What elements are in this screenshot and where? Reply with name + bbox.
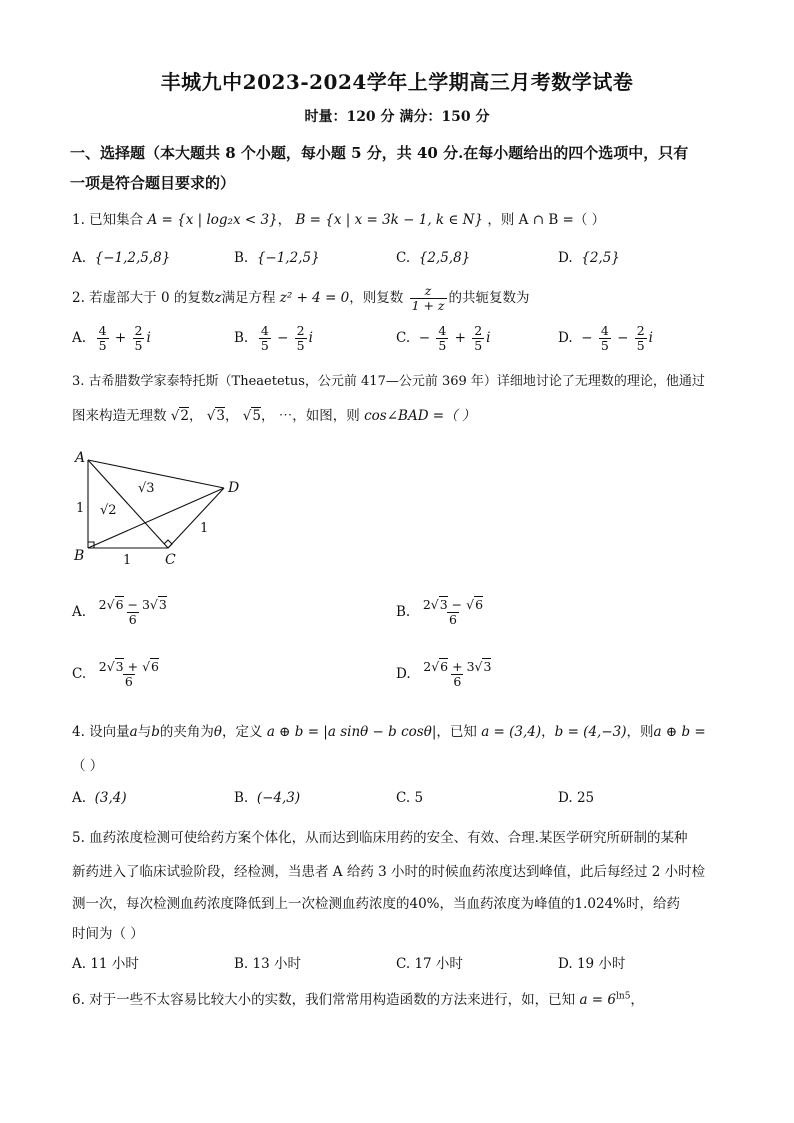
q3-root5: 5	[252, 408, 261, 424]
q4-text-e: ，已知	[436, 724, 477, 740]
frac-den: 6	[128, 611, 137, 627]
option-text: 11 小时	[90, 956, 139, 972]
frac-num: 2	[134, 323, 143, 338]
option-text: 19 小时	[576, 956, 626, 972]
frac-den: 1 + z	[411, 297, 445, 313]
section-heading-line2: 一项是符合题目要求的）	[70, 174, 236, 192]
q4-vector-b: b	[151, 724, 160, 740]
q2-option-c[interactable]	[396, 324, 490, 353]
option-fraction	[97, 598, 169, 627]
option-text: {2,5}	[581, 250, 620, 266]
option-label: A.	[72, 250, 87, 266]
option-label: A.	[72, 603, 87, 620]
segment-cd	[168, 488, 224, 548]
q6-text: 6. 对于一些不太容易比较大小的实数，我们常常用构造函数的方法来进行，如，已知	[72, 992, 576, 1008]
q4-theta: θ	[213, 724, 223, 740]
option-fraction	[421, 598, 485, 627]
q3-root3: 3	[216, 408, 225, 424]
q3-ellipsis: ⋯	[278, 408, 293, 424]
root-a: 3	[439, 597, 448, 612]
frac-den: 5	[600, 337, 609, 353]
root-b: 6	[151, 659, 159, 674]
frac-den: 5	[296, 337, 305, 353]
q4-option-d[interactable]	[558, 790, 594, 806]
theaetetus-figure	[70, 448, 250, 572]
q2-option-a[interactable]	[72, 324, 151, 353]
q4-option-a[interactable]	[72, 790, 127, 806]
option-label: A.	[72, 329, 87, 346]
q3-text-a: 图来构造无理数	[72, 408, 167, 424]
option-label: D.	[558, 956, 573, 972]
label-bc-length: 1	[123, 553, 132, 568]
q5-option-b[interactable]	[234, 952, 301, 972]
q4-text-b: 与	[137, 724, 152, 740]
option-op: −	[617, 329, 629, 346]
q4-text-d: ，定义	[222, 724, 263, 740]
label-a: A	[75, 450, 86, 466]
op: +	[127, 659, 139, 674]
option-text: 17 小时	[414, 956, 463, 972]
frac-num: 4	[438, 323, 447, 338]
frac-num: 4	[600, 323, 609, 338]
q3-root2: 2	[180, 408, 189, 424]
q1-tail: ，则 A ∩ B =（ ）	[487, 212, 606, 228]
option-fraction	[421, 660, 493, 689]
q1-set-a: A = {x | log₂x < 3}	[147, 212, 278, 228]
frac-den: 5	[260, 337, 269, 353]
op: −	[127, 597, 138, 612]
option-i: i	[486, 329, 491, 346]
option-op: +	[454, 329, 466, 346]
q4-ask: a ⊕ b =	[653, 724, 706, 740]
question-1-stem	[72, 208, 605, 228]
question-3-line2: 图来构造无理数 √2， √3， √5， ⋯，如图，则 cos∠BAD =（ ）	[72, 408, 476, 424]
q6-expression: a = 6	[579, 992, 617, 1008]
frac-den: 5	[134, 337, 143, 353]
q3-option-d[interactable]	[396, 660, 495, 689]
q3-expression: cos∠BAD =（ ）	[364, 408, 476, 424]
q2-fraction	[410, 284, 447, 313]
option-frac-2	[133, 324, 145, 353]
ac-root: 2	[108, 503, 117, 518]
coef-a: 2	[422, 597, 431, 612]
root-b: 3	[483, 659, 492, 674]
q3-comma: ，	[189, 408, 203, 424]
frac-num: 2√3 + √6	[98, 659, 159, 674]
option-frac-1	[436, 324, 448, 353]
option-text: 5	[414, 790, 424, 806]
frac-num: z	[424, 283, 432, 298]
option-label: D.	[558, 790, 573, 806]
ad-root: 3	[146, 481, 155, 496]
q2-text-a: 2. 若虚部大于 0 的复数	[72, 289, 215, 306]
q4-text-f: ，则	[626, 724, 654, 740]
label-d: D	[228, 480, 240, 496]
q1-set-b: B = {x | x = 3k − 1, k ∈ N}	[295, 212, 484, 228]
frac-num: 2√6 + 3√3	[423, 659, 492, 674]
q3-option-a[interactable]	[72, 598, 171, 627]
q4-given-a: a = (3,4)	[481, 724, 542, 740]
q4-vector-a: a	[129, 724, 138, 740]
option-op: −	[277, 329, 289, 346]
frac-num: 2	[636, 323, 645, 338]
q2-equation: z² + 4 = 0	[279, 289, 350, 306]
section-heading-line1: 一、选择题（本大题共 8 个小题，每小题 5 分，共 40 分.在每小题给出的四个选项中，只有	[70, 144, 689, 162]
root-a: 6	[440, 659, 449, 674]
option-op: +	[114, 329, 127, 346]
q2-text-c: ，则复数	[349, 289, 404, 306]
label-ac-length: √2	[100, 503, 117, 518]
option-sign: −	[581, 329, 593, 346]
option-label: B.	[234, 956, 249, 972]
option-frac-2	[635, 324, 647, 353]
question-6-line1	[72, 988, 644, 1008]
root-b: 6	[475, 597, 484, 612]
option-frac-2	[472, 324, 484, 353]
option-label: C.	[396, 329, 411, 346]
root-b: 3	[158, 597, 167, 612]
option-label: B.	[234, 790, 249, 806]
option-i: i	[146, 329, 151, 346]
q2-text-d: 的共轭复数为	[448, 289, 530, 306]
q1-option-d[interactable]	[558, 250, 620, 266]
label-c: C	[165, 552, 176, 568]
option-i: i	[648, 329, 653, 346]
coef-b: 3	[466, 659, 475, 674]
option-i: i	[308, 329, 313, 346]
option-text: 25	[576, 790, 595, 806]
option-label: D.	[558, 329, 573, 346]
coef-a: 2	[423, 659, 432, 674]
option-label: A.	[72, 956, 87, 972]
label-cd-length: 1	[200, 521, 209, 536]
question-5-line2: 新药进入了临床试验阶段，经检测，当患者 A 给药 3 小时的时候血药浓度达到峰值，此后每经过 2 小时检	[72, 864, 706, 880]
option-label: D.	[558, 250, 573, 266]
right-angle-mark-c	[164, 540, 172, 548]
option-frac-1	[599, 324, 611, 353]
exam-title: 丰城九中2023-2024学年上学期高三月考数学试卷	[160, 70, 634, 94]
q4-given-b: b = (4,−3)	[554, 724, 627, 740]
option-sign: −	[418, 329, 431, 346]
exam-subtitle: 时量：120 分 满分：150 分	[304, 109, 490, 125]
q2-option-b[interactable]	[234, 324, 313, 353]
op: +	[452, 659, 463, 674]
option-text: {2,5,8}	[418, 250, 471, 266]
frac-num: 2	[474, 323, 483, 338]
label-b: B	[74, 548, 85, 564]
option-label: C.	[72, 665, 87, 682]
q2-option-d[interactable]	[558, 324, 653, 353]
q3-comma: ，	[225, 408, 239, 424]
q3-option-c[interactable]	[72, 660, 163, 689]
frac-den: 5	[438, 337, 447, 353]
question-3-line1: 3. 古希腊数学家泰特托斯（Theaetetus，公元前 417—公元前 369 年）详细地讨论了无理数的理论，他通过	[72, 374, 705, 389]
frac-num: 4	[260, 323, 269, 338]
option-label: C.	[396, 956, 411, 972]
frac-den: 6	[124, 673, 133, 689]
question-4-stem: 4. 设向量a与b的夹角为θ，定义 a ⊕ b = |a sinθ − b cosθ|，已知 a = (3,4)，b = (4,−3)，则a ⊕ b =	[72, 724, 706, 740]
option-label: B.	[234, 250, 249, 266]
frac-num: 2	[296, 323, 305, 338]
frac-den: 6	[453, 673, 462, 689]
option-label: D.	[396, 665, 411, 682]
question-5-line1: 5. 血药浓度检测可使给药方案个体化，从而达到临床用药的安全、有效、合理.某医学研究所研制的某种	[72, 830, 688, 846]
coef-b: 3	[141, 597, 150, 612]
label-ad-length: √3	[138, 481, 155, 496]
option-text: (3,4)	[94, 790, 127, 806]
question-5-line4: 时间为（ ）	[72, 926, 144, 942]
frac-num: 4	[98, 323, 107, 338]
q5-option-d[interactable]	[558, 952, 625, 972]
q5-option-c[interactable]	[396, 952, 463, 972]
q6-tail: ，	[630, 992, 644, 1008]
option-frac-2	[295, 324, 307, 353]
option-label: B.	[234, 329, 249, 346]
q1-option-c[interactable]	[396, 250, 470, 266]
option-frac-1	[259, 324, 271, 353]
option-label: A.	[72, 790, 87, 806]
question-5-line3: 测一次，每次检测血药浓度降低到上一次检测血药浓度的40%，当血药浓度为峰值的1.024%时，给药	[72, 896, 680, 912]
q3-text-b: ，如图，则	[292, 408, 360, 424]
option-label: C.	[396, 790, 411, 806]
q4-paren: （ ）	[72, 758, 104, 774]
option-label: C.	[396, 250, 411, 266]
q5-option-a[interactable]	[72, 952, 139, 972]
q4-text-a: 4. 设向量	[72, 724, 130, 740]
option-text: {−1,2,5}	[256, 250, 320, 266]
q2-text-b: 满足方程	[221, 289, 276, 306]
coef-a: 2	[98, 659, 107, 674]
frac-num: 2√3 − √6	[422, 597, 484, 612]
option-text: (−4,3)	[256, 790, 301, 806]
q1-text: 1. 已知集合	[72, 212, 144, 228]
segment-ad	[88, 460, 224, 488]
op: −	[451, 597, 463, 612]
q6-exponent: ln5	[616, 991, 631, 1002]
label-ab-length: 1	[76, 501, 85, 516]
q1-sep: ，	[277, 212, 292, 228]
option-fraction	[97, 660, 161, 689]
q3-comma: ，	[261, 408, 275, 424]
q1-option-a[interactable]	[72, 250, 170, 266]
q1-option-b[interactable]	[234, 250, 320, 266]
option-label: B.	[396, 603, 411, 620]
frac-den: 6	[448, 611, 457, 627]
q4-option-b[interactable]	[234, 790, 300, 806]
frac-num: 2√6 − 3√3	[98, 597, 167, 612]
root-a: 6	[115, 597, 124, 612]
frac-den: 5	[636, 337, 645, 353]
q4-text-c: 的夹角为	[159, 724, 214, 740]
option-text: 13 小时	[252, 956, 301, 972]
q3-option-b[interactable]	[396, 598, 487, 627]
segment-bd	[88, 488, 224, 548]
frac-den: 5	[474, 337, 483, 353]
q4-definition: a ⊕ b = |a sinθ − b cosθ|	[266, 724, 437, 740]
q2-z: z	[214, 289, 222, 306]
coef-a: 2	[98, 597, 107, 612]
option-text: {−1,2,5,8}	[94, 250, 171, 266]
q4-option-c[interactable]	[396, 790, 423, 806]
root-a: 3	[115, 659, 124, 674]
question-2-stem	[72, 284, 530, 313]
frac-den: 5	[98, 337, 107, 353]
option-frac-1	[97, 324, 109, 353]
